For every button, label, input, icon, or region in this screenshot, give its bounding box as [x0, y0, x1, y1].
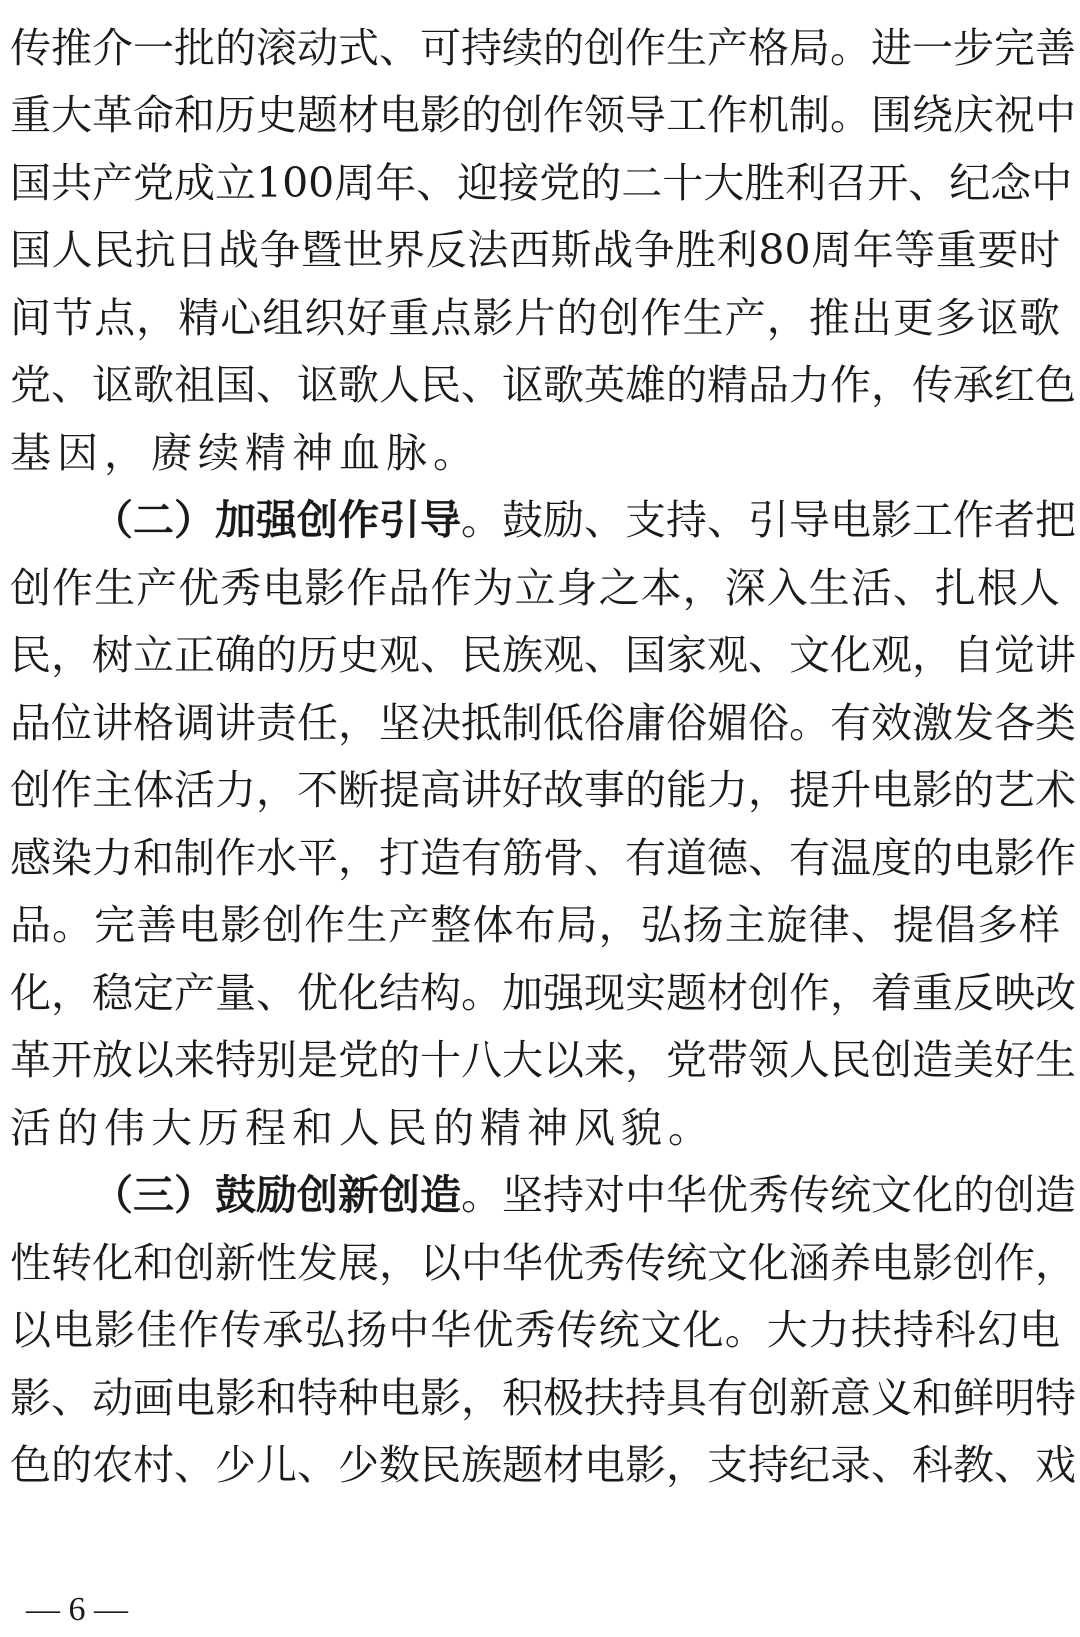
body-text-line: 国人民抗日战争暨世界反法西斯战争胜利80周年等重要时	[10, 226, 1060, 274]
body-text-line: 民，树立正确的历史观、民族观、国家观、文化观，自觉讲	[10, 631, 1076, 679]
body-text-line: 革开放以来特别是党的十八大以来，党带领人民创造美好生	[10, 1036, 1076, 1084]
body-text-line: 基因，赓续精神血脉。	[10, 429, 480, 477]
body-text-line: 创作生产优秀电影作品作为立身之本，深入生活、扎根人	[10, 564, 1060, 612]
body-text-line: 党、讴歌祖国、讴歌人民、讴歌英雄的精品力作，传承红色	[10, 361, 1076, 409]
body-text-line: 间节点，精心组织好重点影片的创作生产，推出更多讴歌	[10, 294, 1060, 342]
body-text-line: 品位讲格调讲责任，坚决抵制低俗庸俗媚俗。有效激发各类	[10, 699, 1076, 747]
body-text-line: 品。完善电影创作生产整体布局，弘扬主旋律、提倡多样	[10, 901, 1060, 949]
section-heading: （三）鼓励创新创造	[92, 1171, 461, 1219]
page-number: — 6 —	[26, 1591, 128, 1628]
body-text-line: 性转化和创新性发展，以中华优秀传统文化涵养电影创作，	[10, 1239, 1076, 1287]
body-text-line: 影、动画电影和特种电影，积极扶持具有创新意义和鲜明特	[10, 1374, 1076, 1422]
section-heading-line	[92, 487, 1076, 553]
section-heading: （二）加强创作引导	[92, 496, 461, 544]
body-text-line: 以电影佳作传承弘扬中华优秀传统文化。大力扶持科幻电	[10, 1306, 1060, 1354]
body-text-line: 传推介一批的滚动式、可持续的创作生产格局。进一步完善	[10, 24, 1076, 72]
body-text-line: 色的农村、少儿、少数民族题材电影，支持纪录、科教、戏	[10, 1441, 1076, 1489]
body-text-line: 国共产党成立100周年、迎接党的二十大胜利召开、纪念中	[10, 159, 1073, 207]
body-text: 。鼓励、支持、引导电影工作者把	[461, 496, 1076, 544]
body-text-line: 化，稳定产量、优化结构。加强现实题材创作，着重反映改	[10, 969, 1076, 1017]
section-heading-line	[92, 1162, 1076, 1228]
body-text-line: 活的伟大历程和人民的精神风貌。	[10, 1104, 715, 1152]
body-text: 。坚持对中华优秀传统文化的创造	[461, 1171, 1076, 1219]
body-text-line: 创作主体活力，不断提高讲好故事的能力，提升电影的艺术	[10, 766, 1076, 814]
body-text-line: 重大革命和历史题材电影的创作领导工作机制。围绕庆祝中	[10, 91, 1076, 139]
body-text-line: 感染力和制作水平，打造有筋骨、有道德、有温度的电影作	[10, 834, 1076, 882]
